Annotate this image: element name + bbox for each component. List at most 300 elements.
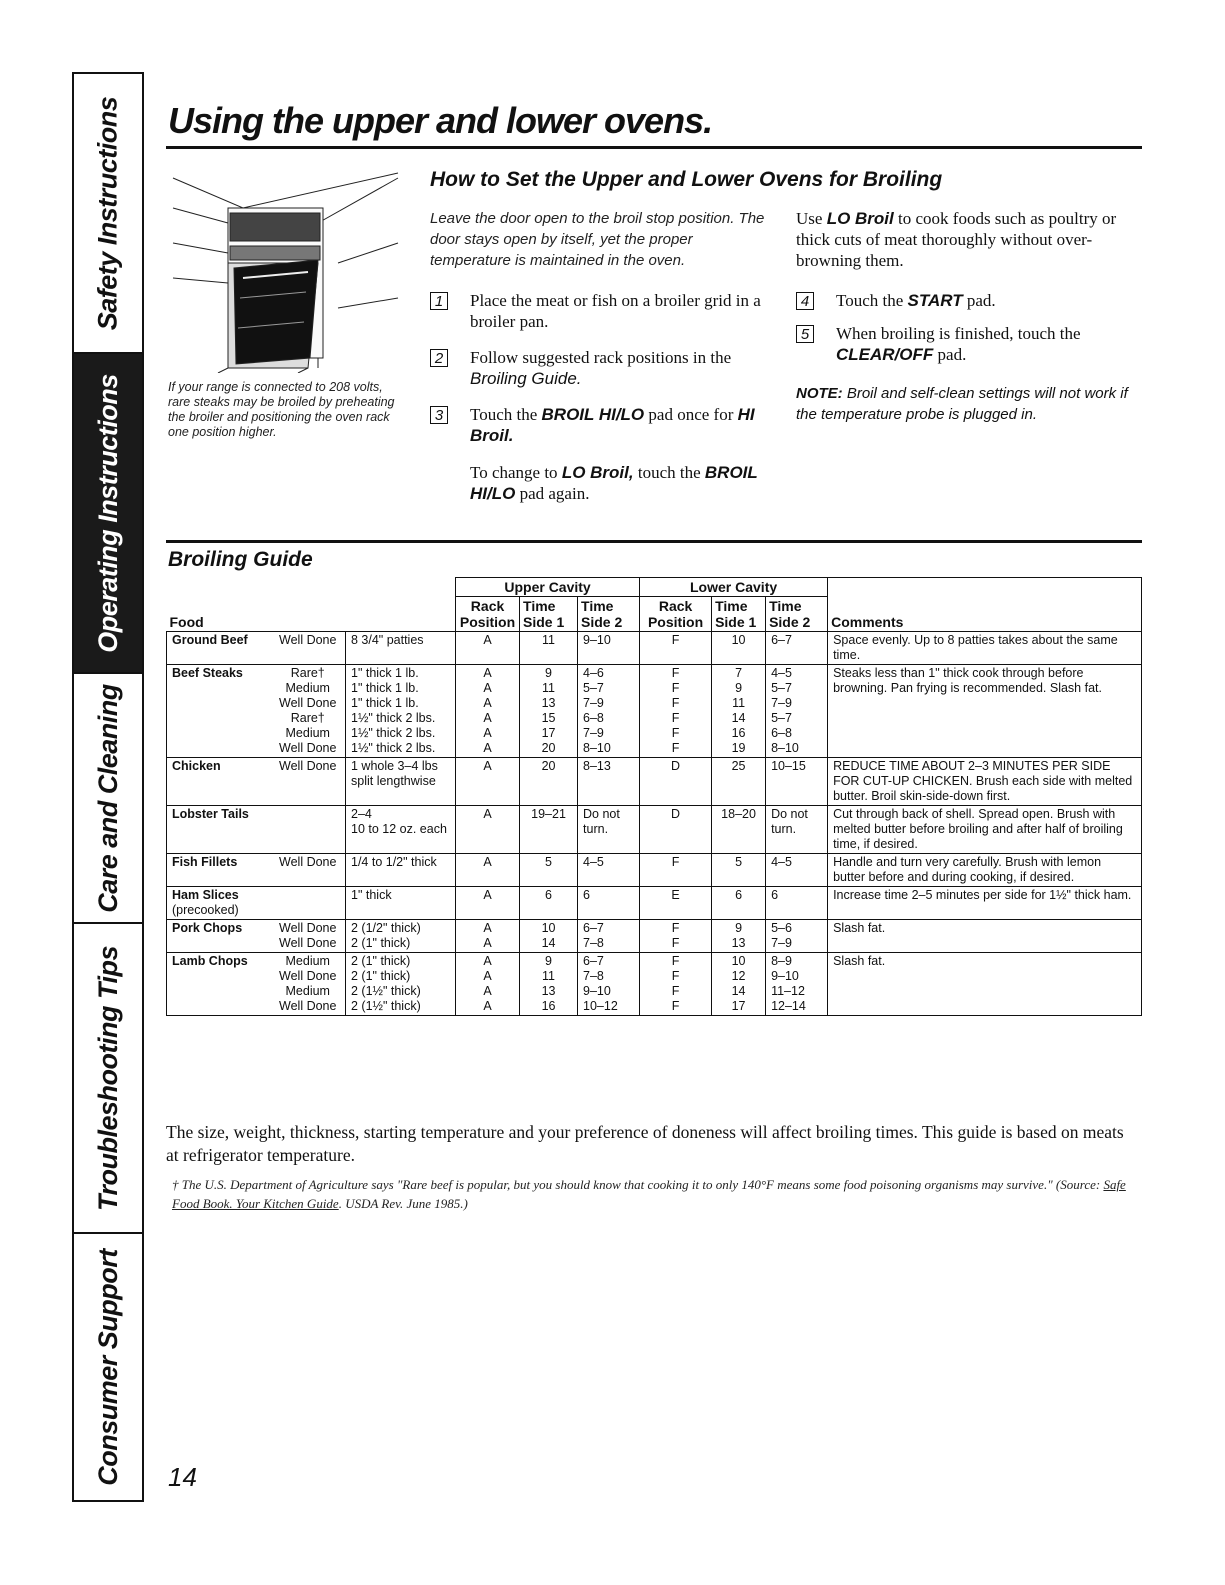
cell-line: Well Done (279, 633, 337, 647)
comment-text: REDUCE TIME ABOUT 2–3 MINUTES PER SIDE FOR CUT-UP CHICKEN. Brush each side with melted butter. Broil skin-side-down first. (833, 759, 1133, 803)
cell-line: F (671, 969, 680, 983)
cell-line: 2 (1" thick) (351, 969, 411, 983)
cell-line: F (671, 726, 680, 740)
cell-line: 9–10 (583, 633, 611, 647)
step-text-part: pad. (962, 291, 996, 310)
cell-line: 10–12 (583, 999, 618, 1013)
header-text: Time (769, 598, 802, 614)
cell-line: A (483, 726, 492, 740)
cell-line: 10 (731, 954, 746, 968)
upper-time2-cell (578, 854, 640, 887)
food-cell (167, 632, 271, 665)
page-title: Using the upper and lower ovens. (168, 100, 713, 141)
food-name: Beef Steaks (172, 666, 243, 680)
lower-rack-cell (640, 758, 712, 806)
cell-line: 1½" thick 2 lbs. (351, 726, 436, 740)
cell-line: 2 (1½" thick) (351, 999, 421, 1013)
step-text: Place the meat or fish on a broiler grid in a broiler pan. (470, 291, 761, 331)
quantity-cell (346, 758, 456, 806)
text-part: † The U.S. Department of Agriculture says "Rare beef is popular, but you should know that cooking it to only 140°F means some food poisoning organisms may survive." (Source: (172, 1177, 1104, 1192)
cell-line: 5–7 (771, 681, 792, 695)
cell-line: 2 (1" thick) (351, 936, 411, 950)
cell-line: 1½" thick 2 lbs. (351, 711, 436, 725)
food-name: Ground Beef (172, 633, 248, 647)
cell-line: 25 (731, 759, 746, 773)
doneness-cell (271, 920, 346, 953)
comment-text: Handle and turn very carefully. Brush with lemon butter before and during cooking, if desired. (833, 855, 1102, 884)
source-title: Safe Food Book. Your Kitchen Guide (172, 1177, 1126, 1211)
step-2 (430, 347, 770, 397)
cell-line: 12 (731, 969, 746, 983)
cell-line: A (483, 888, 492, 902)
cell-line: 1" thick 1 lb. (351, 681, 419, 695)
cell-line: 14 (731, 984, 746, 998)
cell-line: 6 (545, 888, 552, 902)
upper-rack-cell (456, 758, 520, 806)
cell-line: F (671, 711, 680, 725)
cell-line: Medium (285, 681, 330, 695)
lower-time1-cell (712, 953, 766, 1016)
table-row (167, 953, 1142, 1016)
header-text: Side 1 (523, 614, 565, 630)
cell-line: 1" thick 1 lb. (351, 666, 419, 680)
lo-broil-change-text (470, 462, 770, 504)
food-name: Fish Fillets (172, 855, 238, 869)
section-rule (166, 540, 1142, 543)
cell-line: Rare† (290, 666, 325, 680)
broiling-guide-table (166, 577, 1142, 1016)
header-text: Side 1 (715, 614, 757, 630)
cell-line: A (483, 855, 492, 869)
tab-consumer-support[interactable] (74, 1234, 142, 1500)
header-food: Food (169, 614, 204, 630)
lower-time1-cell (712, 806, 766, 854)
cell-line: A (483, 921, 492, 935)
step-text (836, 290, 1136, 311)
lower-time2-cell (766, 806, 828, 854)
text-part: . USDA Rev. June 1985.) (338, 1196, 468, 1211)
quantity-cell (346, 665, 456, 758)
cell-line: 7–9 (583, 696, 604, 710)
lo-broil-intro (796, 208, 1136, 271)
cell-line: Rare† (290, 711, 325, 725)
upper-time1-cell (520, 758, 578, 806)
lower-time2-cell (766, 665, 828, 758)
upper-rack-cell (456, 665, 520, 758)
cell-line: 6–7 (583, 954, 604, 968)
header-comments: Comments (828, 597, 1142, 632)
upper-rack-cell (456, 806, 520, 854)
cell-line: F (671, 999, 680, 1013)
lower-time2-cell (766, 854, 828, 887)
header-text: Time (715, 598, 748, 614)
cell-line: F (671, 984, 680, 998)
text-part: Use (796, 209, 827, 228)
step-text-part: Touch the (836, 291, 908, 310)
lower-rack-cell (640, 887, 712, 920)
cell-line: 8–9 (771, 954, 792, 968)
lower-rack-cell (640, 854, 712, 887)
cell-line: 6 (583, 888, 590, 902)
broiling-intro: Leave the door open to the broil stop position. The door stays open by itself, yet the proper temperature is maintained in the oven. (430, 210, 765, 269)
cell-line: 6–8 (771, 726, 792, 740)
comment-text: Slash fat. (833, 954, 886, 968)
cell-line: 11 (542, 969, 556, 983)
food-name: Lobster Tails (172, 807, 249, 821)
doneness-cell (271, 632, 346, 665)
lower-rack-cell (640, 953, 712, 1016)
table-row (167, 632, 1142, 665)
cell-line: 1/4 to 1/2" thick (351, 855, 437, 869)
step-text (470, 404, 775, 446)
broiling-heading: How to Set the Upper and Lower Ovens for Broiling (430, 168, 943, 191)
quantity-cell (346, 953, 456, 1016)
cell-line: 9 (545, 666, 552, 680)
upper-time1-cell (520, 953, 578, 1016)
upper-time1-cell (520, 920, 578, 953)
quantity-cell (346, 887, 456, 920)
cell-line: 5–7 (583, 681, 604, 695)
upper-rack-cell (456, 887, 520, 920)
upper-time2-cell (578, 632, 640, 665)
header-upper-time1 (520, 597, 578, 632)
doneness-cell (271, 758, 346, 806)
tab-safety-instructions[interactable] (74, 74, 142, 354)
text-part: to cook foods such as poultry or thick cuts of meat thoroughly without over-browning them. (796, 209, 1117, 270)
cell-line: 14 (731, 711, 746, 725)
quantity-cell (346, 854, 456, 887)
table-row (167, 665, 1142, 758)
lower-time1-cell (712, 665, 766, 758)
cell-line: Well Done (279, 999, 337, 1013)
lower-time1-cell (712, 854, 766, 887)
cell-line: A (483, 807, 492, 821)
cell-line: 7–9 (771, 936, 792, 950)
food-name: Ham Slices (172, 888, 239, 902)
cell-line: 19–21 (531, 807, 566, 821)
cell-line: Medium (285, 954, 330, 968)
cell-line: A (483, 954, 492, 968)
quantity-cell (346, 920, 456, 953)
upper-rack-cell (456, 854, 520, 887)
food-note: (precooked) (172, 903, 239, 917)
cell-line: 12–14 (771, 999, 806, 1013)
illustration-caption: If your range is connected to 208 volts, rare steaks may be broiled by preheating the broiler and positioning the oven rack one position higher. (168, 380, 395, 439)
step-1 (430, 290, 770, 340)
cell-line: 9–10 (583, 984, 611, 998)
lower-time2-cell (766, 758, 828, 806)
cell-line: 20 (541, 759, 556, 773)
header-upper-time2 (578, 597, 640, 632)
text-part: pad again. (515, 484, 590, 503)
cell-line: 11–12 (771, 984, 805, 998)
broil-hilo-pad-label: BROIL HI/LO (470, 463, 758, 503)
lo-broil-label: LO Broil, (561, 463, 634, 482)
step-3 (430, 404, 770, 454)
step-text-part: Follow suggested rack positions in the (470, 348, 732, 367)
cell-line: 4–5 (583, 855, 604, 869)
cell-line: 19 (731, 741, 746, 755)
doneness-cell (271, 806, 346, 854)
note-label: NOTE: (796, 385, 843, 402)
cell-line: 1" thick (351, 888, 392, 902)
upper-time1-cell (520, 806, 578, 854)
page-number: 14 (168, 1462, 197, 1492)
cell-line: 13 (541, 696, 556, 710)
tab-label: Safety Instructions (92, 96, 123, 330)
cell-line: 2 (1" thick) (351, 954, 411, 968)
broil-hilo-pad-label: BROIL HI/LO (541, 405, 645, 424)
header-food-spacer (167, 578, 456, 632)
cell-line: D (671, 807, 681, 821)
comments-cell (828, 758, 1142, 806)
food-cell (167, 920, 271, 953)
step-text-part: When broiling is finished, touch the (836, 324, 1081, 343)
step-text-part: pad. (933, 345, 967, 364)
cell-line: 6–7 (771, 633, 792, 647)
lower-time1-cell (712, 920, 766, 953)
tab-troubleshooting-tips[interactable] (74, 924, 142, 1234)
broiling-guide-body (167, 632, 1142, 1016)
comment-text: Space evenly. Up to 8 patties takes about the same time. (833, 633, 1118, 662)
cell-line: 1 whole 3–4 lbs (351, 759, 438, 773)
comment-text: Slash fat. (833, 921, 886, 935)
food-name: Pork Chops (172, 921, 243, 935)
cell-line: 2 (1/2" thick) (351, 921, 421, 935)
doneness-cell (271, 665, 346, 758)
table-row (167, 887, 1142, 920)
upper-time1-cell (520, 854, 578, 887)
comments-cell (828, 887, 1142, 920)
doneness-cell (271, 854, 346, 887)
cell-line: 18–20 (721, 807, 756, 821)
cell-line: 9 (735, 921, 743, 935)
cell-line: 8 3/4" patties (351, 633, 424, 647)
hi-broil-label: HI Broil. (470, 405, 755, 445)
cell-line: 7–9 (771, 696, 792, 710)
upper-rack-cell (456, 920, 520, 953)
cell-line: 6 (735, 888, 743, 902)
comments-cell (828, 953, 1142, 1016)
cell-line: F (671, 666, 680, 680)
cell-line: Medium (285, 726, 330, 740)
cell-line: Well Done (279, 741, 337, 755)
tab-label: Troubleshooting Tips (92, 945, 123, 1211)
doneness-cell (271, 887, 346, 920)
cell-line: A (483, 984, 492, 998)
cell-line: A (483, 681, 492, 695)
step-text-part: pad once for (644, 405, 738, 424)
food-cell (167, 758, 271, 806)
lower-time2-cell (766, 953, 828, 1016)
header-lower-cavity: Lower Cavity (640, 578, 828, 597)
cell-line: F (671, 741, 680, 755)
lo-broil-label: LO Broil (826, 209, 894, 228)
lower-rack-cell (640, 806, 712, 854)
cell-line: 9 (735, 681, 743, 695)
lower-time1-cell (712, 887, 766, 920)
cell-line: 7–8 (583, 969, 604, 983)
upper-time1-cell (520, 665, 578, 758)
lower-rack-cell (640, 632, 712, 665)
cell-line: turn. (583, 822, 609, 836)
broiling-guide-ref: Broiling Guide. (470, 369, 582, 388)
cell-line: Well Done (279, 759, 337, 773)
cell-line: 2–4 (351, 807, 372, 821)
cell-line: A (483, 759, 492, 773)
header-text: Rack (658, 598, 693, 614)
comment-text: Cut through back of shell. Spread open. Brush with melted butter before broiling and after half of broiling time, if desired. (833, 807, 1123, 851)
text-part: touch the (633, 463, 705, 482)
oven-broiler-illustration (168, 168, 408, 373)
clear-off-pad-label: CLEAR/OFF (836, 345, 934, 364)
broiling-guide-title: Broiling Guide (168, 548, 313, 571)
cell-line: 10 (541, 921, 556, 935)
comments-cell (828, 632, 1142, 665)
food-cell (167, 806, 271, 854)
upper-time2-cell (578, 887, 640, 920)
cell-line: A (483, 666, 492, 680)
header-upper-rack (456, 597, 520, 632)
cell-line: 8–10 (771, 741, 799, 755)
cell-line: A (483, 711, 492, 725)
tab-care-and-cleaning[interactable] (74, 674, 142, 924)
upper-time2-cell (578, 758, 640, 806)
cell-line: 13 (541, 984, 556, 998)
cell-line: 5 (735, 855, 743, 869)
upper-rack-cell (456, 632, 520, 665)
lower-time2-cell (766, 887, 828, 920)
cell-line: A (483, 633, 492, 647)
cell-line: 5–7 (771, 711, 792, 725)
cell-line: 10 (731, 633, 746, 647)
step-number: 3 (430, 406, 448, 424)
upper-rack-cell (456, 953, 520, 1016)
lower-time1-cell (712, 758, 766, 806)
cell-line: 6 (771, 888, 779, 902)
food-cell (167, 953, 271, 1016)
cell-line: F (671, 954, 680, 968)
upper-time1-cell (520, 887, 578, 920)
cell-line: A (483, 936, 492, 950)
table-row (167, 806, 1142, 854)
broiling-footnote: The size, weight, thickness, starting temperature and your preference of doneness will affect broiling times. This guide is based on meats at refrigerator temperature. (166, 1122, 1124, 1165)
text-part: To change to (470, 463, 562, 482)
quantity-cell (346, 806, 456, 854)
step-number: 2 (430, 349, 448, 367)
step-number: 4 (796, 292, 814, 310)
section-tab-bar (72, 72, 144, 1502)
upper-time2-cell (578, 665, 640, 758)
lower-rack-cell (640, 920, 712, 953)
cell-line: A (483, 696, 492, 710)
step-4 (796, 290, 1141, 320)
cell-line: 17 (541, 726, 556, 740)
step-text-part: Touch the (470, 405, 542, 424)
cell-line: Well Done (279, 696, 337, 710)
lower-time2-cell (766, 632, 828, 665)
start-pad-label: START (907, 291, 963, 310)
lower-rack-cell (640, 665, 712, 758)
step-number: 5 (796, 325, 814, 343)
cell-line: 5–6 (771, 921, 792, 935)
title-rule (166, 146, 1142, 149)
cell-line: F (671, 921, 680, 935)
cell-line: F (671, 936, 680, 950)
step-text (836, 323, 1141, 365)
cell-line: Medium (285, 984, 330, 998)
cell-line: E (671, 888, 680, 902)
header-text: Position (647, 614, 704, 630)
quantity-cell (346, 632, 456, 665)
cell-line: 1" thick 1 lb. (351, 696, 419, 710)
header-text: Time (523, 598, 556, 614)
cell-line: 4–5 (771, 666, 792, 680)
food-cell (167, 887, 271, 920)
doneness-cell (271, 953, 346, 1016)
note-text: Broil and self-clean settings will not work if the temperature probe is plugged in. (796, 385, 1128, 423)
broil-note (796, 383, 1141, 425)
header-lower-rack (640, 597, 712, 632)
cell-line: 5 (545, 855, 552, 869)
cell-line: 15 (541, 711, 556, 725)
cell-line: Do not (583, 807, 620, 821)
cell-line: split lengthwise (351, 774, 436, 788)
food-name: Chicken (172, 759, 221, 773)
cell-line: 10–15 (771, 759, 806, 773)
cell-line: Well Done (279, 855, 337, 869)
food-name: Lamb Chops (172, 954, 248, 968)
cell-line: 11 (542, 681, 556, 695)
cell-line: 1½" thick 2 lbs. (351, 741, 436, 755)
comments-cell (828, 920, 1142, 953)
table-row (167, 854, 1142, 887)
cell-line: 9 (545, 954, 552, 968)
cell-line: 11 (542, 633, 556, 647)
upper-time2-cell (578, 953, 640, 1016)
step-number: 1 (430, 292, 448, 310)
tab-operating-instructions[interactable] (74, 354, 142, 674)
comment-text: Increase time 2–5 minutes per side for 1½" thick ham. (833, 888, 1132, 902)
comments-cell (828, 854, 1142, 887)
cell-line: A (483, 969, 492, 983)
table-row (167, 920, 1142, 953)
cell-line: Well Done (279, 921, 337, 935)
tab-label: Consumer Support (92, 1248, 123, 1486)
header-lower-time1 (712, 597, 766, 632)
cell-line: 11 (732, 696, 746, 710)
header-text: Rack (470, 598, 505, 614)
cell-line: 8–10 (583, 741, 611, 755)
comment-text: Steaks less than 1" thick cook through before browning. Pan frying is recommended. Slash fat. (833, 666, 1102, 695)
cell-line: 8–13 (583, 759, 611, 773)
cell-line: 9–10 (771, 969, 799, 983)
cell-line: 10 to 12 oz. each (351, 822, 447, 836)
table-row (167, 758, 1142, 806)
header-text: Position (459, 614, 516, 630)
header-spacer (828, 578, 1142, 597)
cell-line: A (483, 741, 492, 755)
cell-line: 4–5 (771, 855, 792, 869)
cell-line: Well Done (279, 936, 337, 950)
header-text: Side 2 (769, 614, 811, 630)
cell-line: 4–6 (583, 666, 604, 680)
upper-time2-cell (578, 920, 640, 953)
cell-line: F (671, 696, 680, 710)
cell-line: Well Done (279, 969, 337, 983)
cell-line: 7 (735, 666, 743, 680)
cell-line: 16 (731, 726, 746, 740)
